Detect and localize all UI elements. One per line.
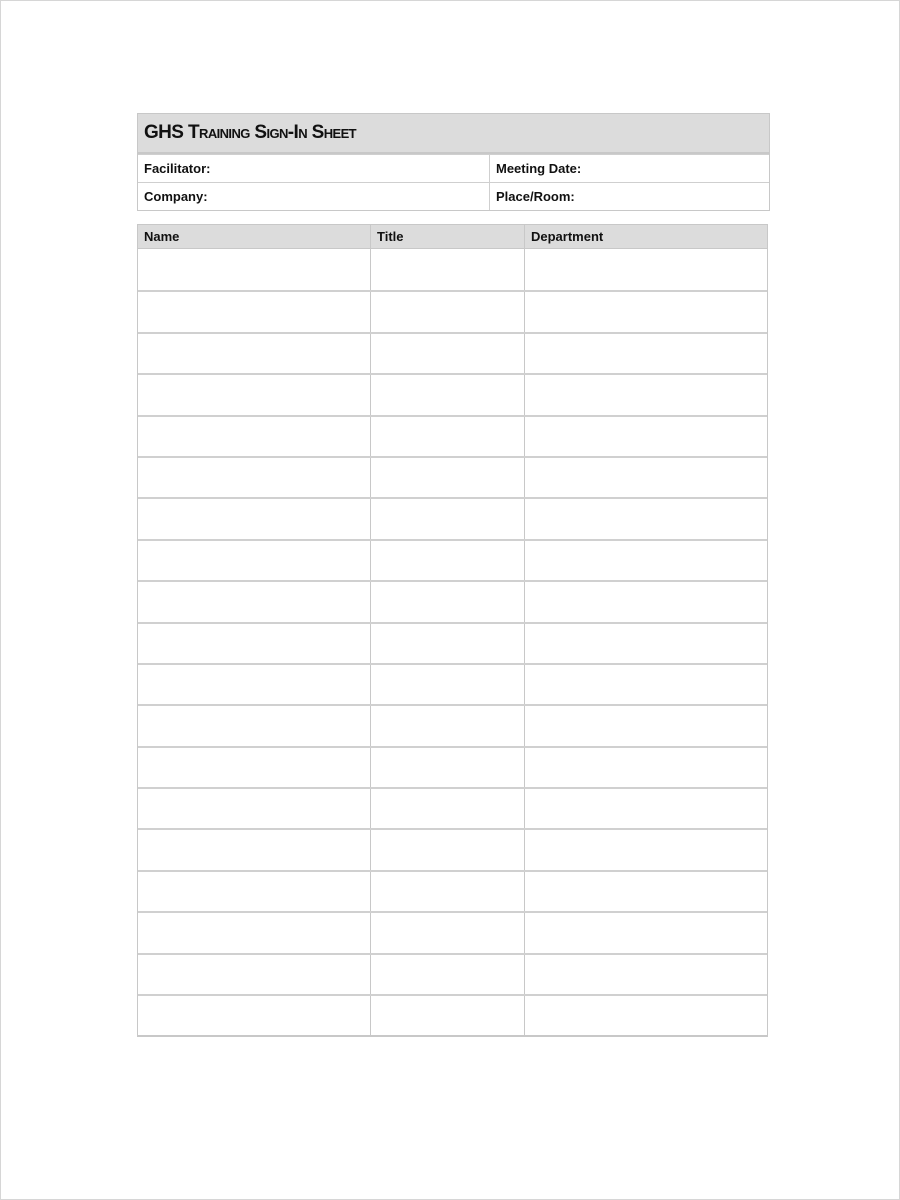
table-row [138,415,767,456]
table-row [138,539,767,580]
name-cell[interactable] [138,334,371,373]
name-cell[interactable] [138,748,371,787]
sign-in-table [137,224,768,1037]
name-cell[interactable] [138,789,371,828]
department-cell[interactable] [525,955,767,994]
name-cell[interactable] [138,624,371,663]
department-cell[interactable] [525,913,767,952]
table-row [138,332,767,373]
title-cell[interactable] [371,706,525,745]
department-cell[interactable] [525,830,767,869]
info-row-facilitator [138,154,769,182]
title-cell[interactable] [371,624,525,663]
title-cell[interactable] [371,830,525,869]
facilitator-field[interactable] [138,155,490,182]
place-room-field[interactable] [490,183,769,210]
department-cell[interactable] [525,996,767,1035]
title-cell[interactable] [371,748,525,787]
name-cell[interactable] [138,665,371,704]
department-cell[interactable] [525,541,767,580]
table-row [138,622,767,663]
table-row [138,994,767,1035]
table-row [138,580,767,621]
name-cell[interactable] [138,706,371,745]
meeting-date-label: Meeting Date: [496,161,582,176]
department-cell[interactable] [525,872,767,911]
table-row [138,828,767,869]
department-cell[interactable] [525,624,767,663]
sheet-title: GHS Training Sign-In Sheet [144,122,357,143]
name-cell[interactable] [138,830,371,869]
sheet-info-box [137,113,770,211]
department-cell[interactable] [525,665,767,704]
table-row [138,953,767,994]
table-header [138,225,767,249]
table-row [138,746,767,787]
meeting-date-field[interactable] [490,155,769,182]
department-cell[interactable] [525,499,767,538]
name-cell[interactable] [138,913,371,952]
title-cell[interactable] [371,334,525,373]
title-cell[interactable] [371,913,525,952]
name-cell[interactable] [138,292,371,331]
column-header-department: Department [531,229,604,244]
company-field[interactable] [138,183,490,210]
department-cell[interactable] [525,292,767,331]
name-cell[interactable] [138,955,371,994]
name-cell[interactable] [138,582,371,621]
department-cell[interactable] [525,582,767,621]
table-row [138,911,767,952]
name-cell[interactable] [138,375,371,414]
facilitator-label: Facilitator: [144,161,211,176]
title-cell[interactable] [371,996,525,1035]
table-body [138,249,767,1035]
name-cell[interactable] [138,499,371,538]
name-cell[interactable] [138,996,371,1035]
table-row [138,704,767,745]
name-cell[interactable] [138,458,371,497]
table-row [138,787,767,828]
name-cell[interactable] [138,872,371,911]
title-cell[interactable] [371,665,525,704]
info-row-company [138,182,769,210]
department-cell[interactable] [525,706,767,745]
title-cell[interactable] [371,249,525,290]
title-bar [138,114,769,154]
company-label: Company: [144,189,208,204]
department-cell[interactable] [525,375,767,414]
name-cell[interactable] [138,541,371,580]
column-header-name: Name [138,225,371,248]
title-cell[interactable] [371,458,525,497]
table-row [138,373,767,414]
title-cell[interactable] [371,292,525,331]
department-cell[interactable] [525,417,767,456]
place-room-label: Place/Room: [496,189,575,204]
table-row [138,497,767,538]
table-row [138,456,767,497]
title-cell[interactable] [371,541,525,580]
name-cell[interactable] [138,417,371,456]
table-row [138,870,767,911]
table-row [138,290,767,331]
department-cell[interactable] [525,748,767,787]
table-row [138,663,767,704]
title-cell[interactable] [371,955,525,994]
department-cell[interactable] [525,458,767,497]
title-cell[interactable] [371,872,525,911]
title-cell[interactable] [371,789,525,828]
name-cell[interactable] [138,249,371,290]
table-row [138,249,767,290]
title-cell[interactable] [371,375,525,414]
column-header-title: Title [371,225,525,248]
title-cell[interactable] [371,499,525,538]
department-cell[interactable] [525,249,767,290]
department-cell[interactable] [525,789,767,828]
department-cell[interactable] [525,334,767,373]
title-cell[interactable] [371,582,525,621]
title-cell[interactable] [371,417,525,456]
